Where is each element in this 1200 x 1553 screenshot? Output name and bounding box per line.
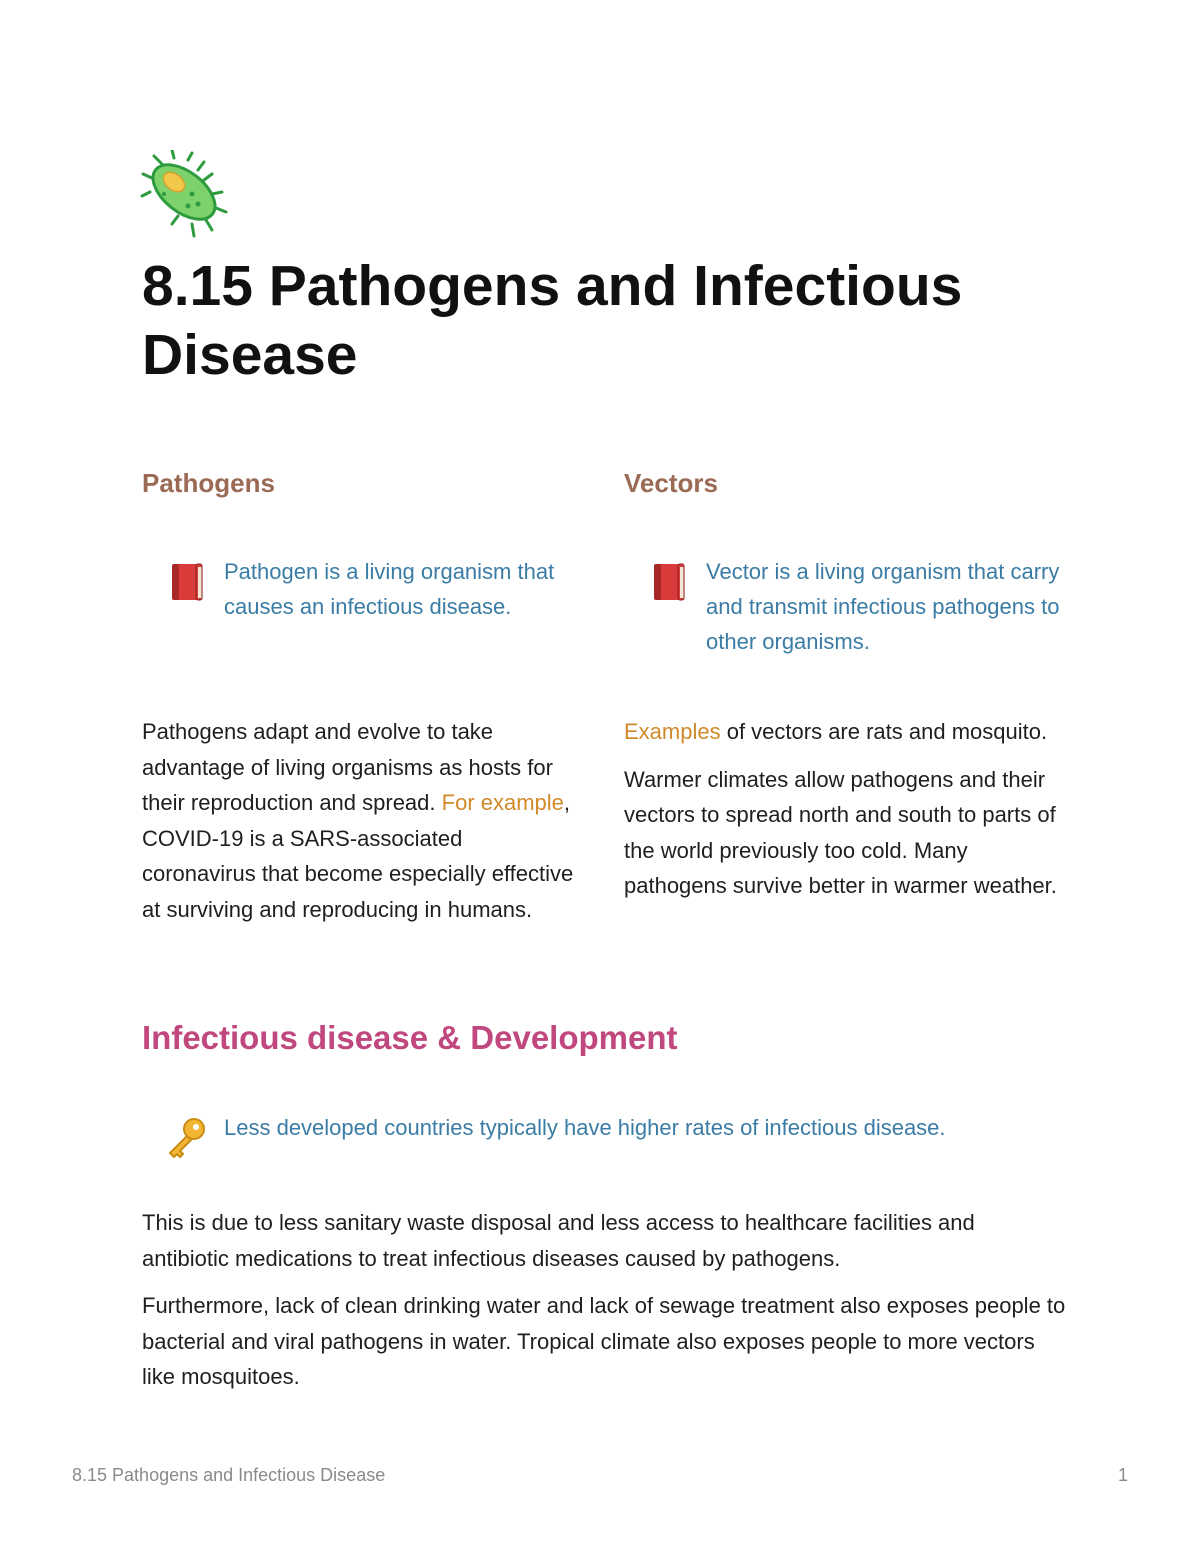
warmer-climates-paragraph: Warmer climates allow pathogens and their vectors to spread north and south to parts of the world previously too cold. Many pathogens survive better in warmer weather. [624,766,1057,898]
vectors-heading: Vectors [624,468,718,498]
development-body [142,1205,1067,1407]
footer-title: 8.15 Pathogens and Infectious Disease [72,1465,386,1485]
pathogens-section [142,466,582,939]
red-book-icon [652,562,688,602]
page-number: 1 [1117,1465,1128,1485]
vector-definition-callout [624,554,1064,659]
pathogen-definition-text: Pathogen is a living organism that causes an infectious disease. [224,559,555,619]
pathogens-paragraph [142,714,582,927]
page-title: 8.15 Pathogens and Infectious Disease [142,254,963,387]
examples-highlight: Examples [624,719,721,744]
development-key-callout [142,1110,1144,1145]
vectors-examples-text: of vectors are rats and mosquito. [720,719,1048,744]
pathogens-paragraph-text: Pathogens adapt and evolve to take advantage of living organisms as hosts for their reproduction and spread. [142,719,553,815]
development-key-text: Less developed countries typically have higher rates of infectious disease. [224,1115,946,1140]
water-vectors-paragraph: Furthermore, lack of clean drinking water and lack of sewage treatment also exposes people to bacterial and viral pathogens in water. Tropical climate also exposes people to more vectors like mosquitoes. [142,1293,1066,1389]
pathogens-heading: Pathogens [142,468,275,498]
key-icon [164,1116,208,1160]
development-heading: Infectious disease & Development [142,1019,678,1056]
red-book-icon [170,562,206,602]
pathogens-paragraph-text-end: , COVID-19 is a SARS-associated coronavirus that become especially effective at surviving and reproducing in humans. [142,790,574,922]
sanitation-paragraph: This is due to less sanitary waste disposal and less access to healthcare facilities and antibiotic medications to treat infectious diseases caused by pathogens. [142,1210,975,1271]
microbe-icon [140,150,228,238]
pathogen-definition-callout [142,554,582,659]
vector-definition-text: Vector is a living organism that carry and transmit infectious pathogens to other organisms. [706,559,1060,654]
vectors-section [624,466,1064,916]
vectors-examples-paragraph [624,714,1064,750]
for-example-highlight: For example [441,790,564,815]
